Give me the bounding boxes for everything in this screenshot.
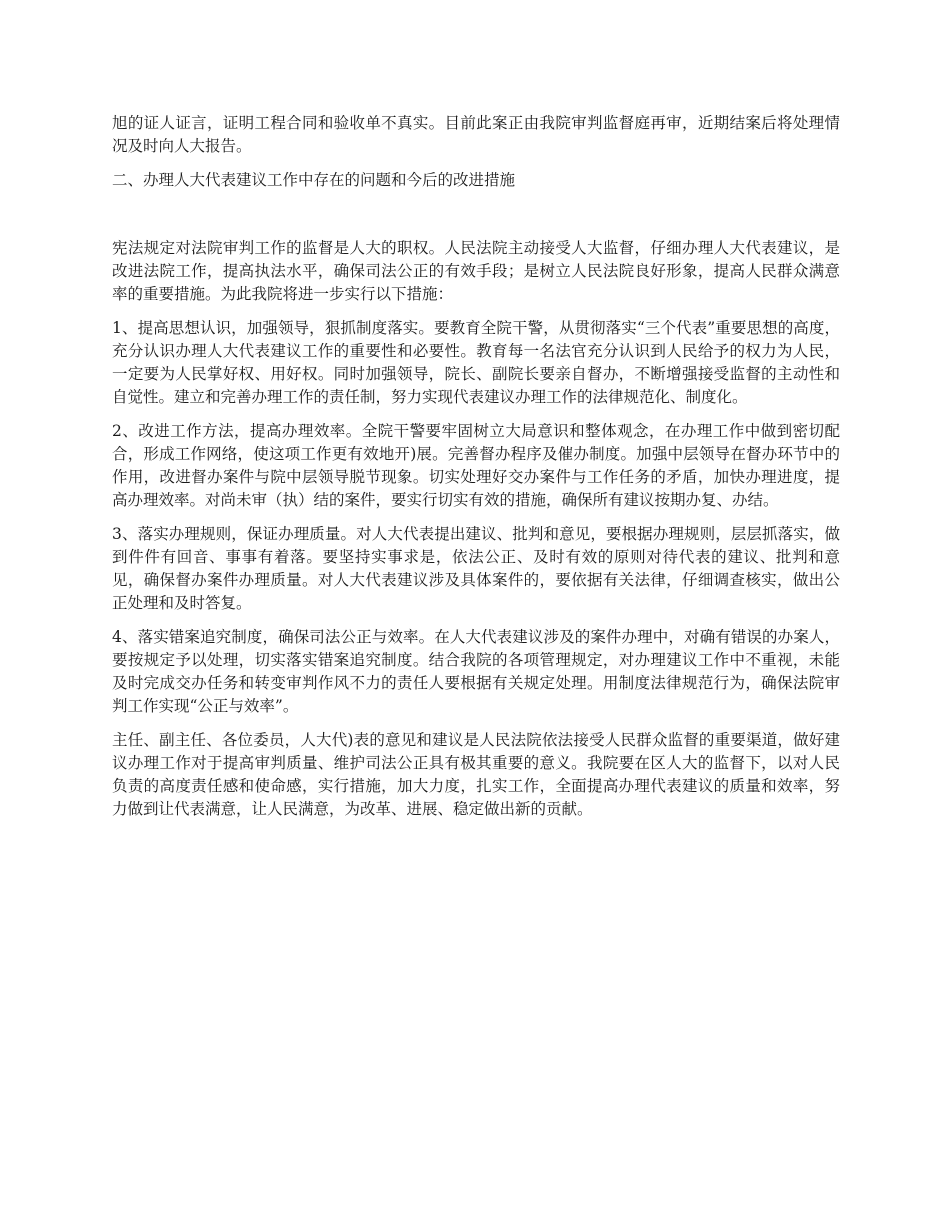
document-page [112,112,840,832]
paragraph-measure-3: 3、落实办理规则，保证办理质量。对人大代表提出建议、批判和意见，要根据办理规则，层层抓落实，做到件件有回音、事事有着落。要坚持实事求是，依法公正、及时有效的原则对待代表的建议、批判和意见，确保督办案件办理质量。对人大代表建议涉及具体案件的，要依据有关法律，仔细调查核实，做出公正处理和及时答复。 [112,525,840,612]
paragraph-measure-2: 2、改进工作方法，提高办理效率。全院干警要牢固树立大局意识和整体观念，在办理工作中做到密切配合，形成工作网络，使这项工作更有效地开)展。完善督办程序及催办制度。加强中层领导在督办环节中的作用，改进督办案件与院中层领导脱节现象。切实处理好交办案件与工作任务的矛盾，加快办理进度，提高办理效率。对尚未审（执）结的案件，要实行切实有效的措施，确保所有建议按期办复、办结。 [112,422,840,509]
paragraph-continuation: 旭的证人证言，证明工程合同和验收单不真实。目前此案正由我院审判监督庭再审，近期结案后将处理情况及时向人大报告。 [112,114,840,155]
paragraph-intro: 宪法规定对法院审判工作的监督是人大的职权。人民法院主动接受人大监督，仔细办理人大代表建议，是改进法院工作，提高执法水平，确保司法公正的有效手段；是树立人民法院良好形象，提高人民群众满意率的重要措施。为此我院将进一步实行以下措施： [112,239,840,303]
section-heading: 二、办理人大代表建议工作中存在的问题和今后的改进措施 [112,171,516,189]
paragraph-measure-4: 4、落实错案追究制度，确保司法公正与效率。在人大代表建议涉及的案件办理中，对确有错误的办案人，要按规定予以处理，切实落实错案追究制度。结合我院的各项管理规定，对办理建议工作中不重视，未能及时完成交办任务和转变审判作风不力的责任人要根据有关规定处理。用制度法律规范行为，确保法院审判工作实现“公正与效率”。 [112,628,840,715]
paragraph-measure-1: 1、提高思想认识，加强领导，狠抓制度落实。要教育全院干警，从贯彻落实“三个代表”重要思想的高度，充分认识办理人大代表建议工作的重要性和必要性。教育每一名法官充分认识到人民给予的权力为人民，一定要为人民掌好权、用好权。同时加强领导，院长、副院长要亲自督办，不断增强接受监督的主动性和自觉性。建立和完善办理工作的责任制，努力实现代表建议办理工作的法律规范化、制度化。 [112,319,840,406]
paragraph-closing: 主任、副主任、各位委员，人大代)表的意见和建议是人民法院依法接受人民群众监督的重要渠道，做好建议办理工作对于提高审判质量、维护司法公正具有极其重要的意义。我院要在区人大的监督下，以对人民负责的高度责任感和使命感，实行措施，加大力度，扎实工作，全面提高办理代表建议的质量和效率，努力做到让代表满意，让人民满意，为改革、进展、稳定做出新的贡献。 [112,731,840,818]
spacer [112,203,840,237]
